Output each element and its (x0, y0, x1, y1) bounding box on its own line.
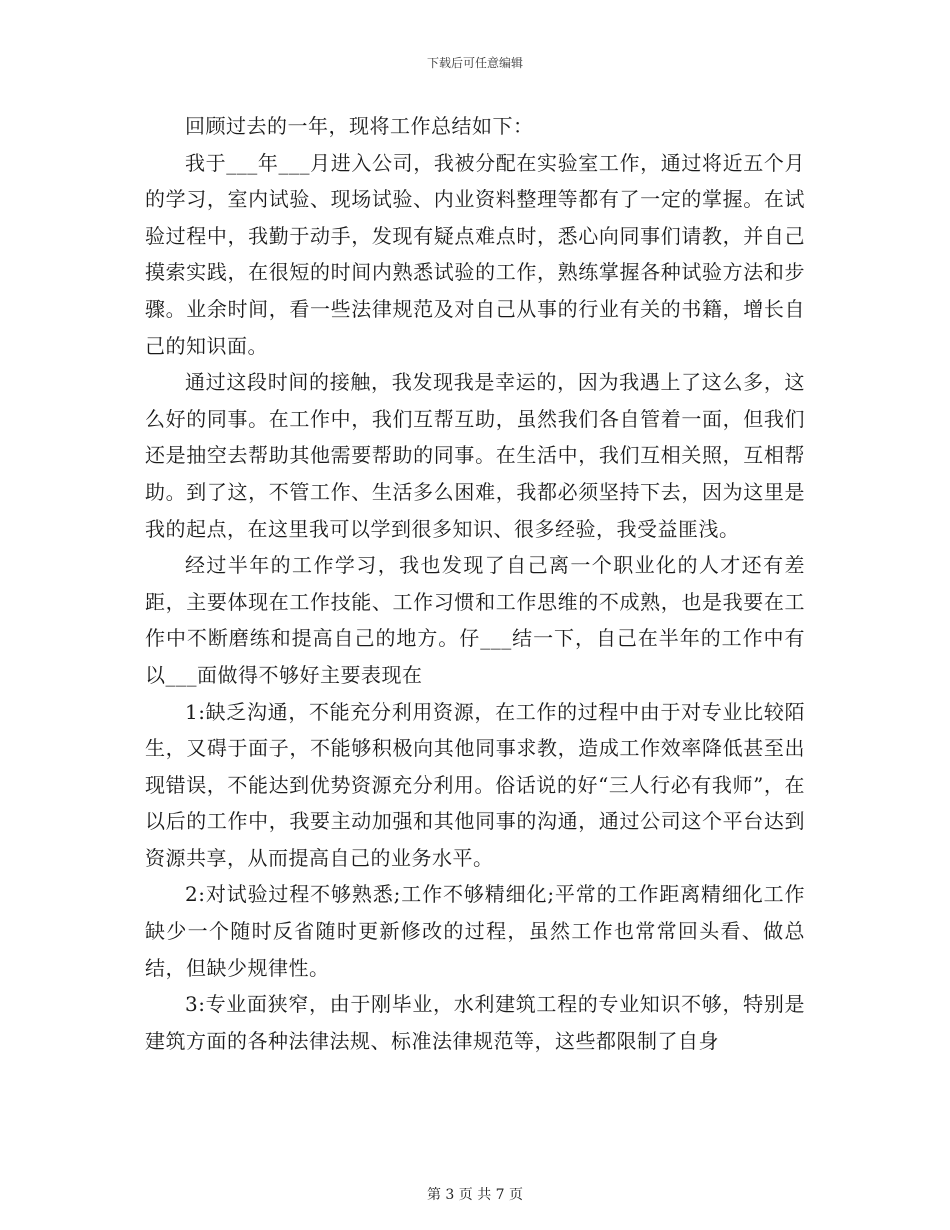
document-body (145, 108, 805, 1059)
paragraph-point-3: 3:专业面狭窄，由于刚毕业，水利建筑工程的专业知识不够，特别是建筑方面的各种法律法规、标准法律规范等，这些都限制了自身 (145, 992, 805, 1053)
page-header-note: 下载后可任意编辑 (426, 56, 523, 70)
paragraph-colleagues: 通过这段时间的接触，我发现我是幸运的，因为我遇上了这么多，这么好的同事。在工作中，我们互帮互助，虽然我们各自管着一面，但我们还是抽空去帮助其他需要帮助的同事。在生活中，我们互相关照，互相帮助。到了这，不管工作、生活多么困难，我都必须坚持下去，因为这里是我的起点，在这里我可以学到很多知识、很多经验，我受益匪浅。 (145, 370, 805, 541)
paragraph-intro: 回顾过去的一年，现将工作总结如下： (185, 114, 534, 138)
paragraph-gaps: 经过半年的工作学习，我也发现了自己离一个职业化的人才还有差距，主要体现在工作技能、工作习惯和工作思维的不成熟，也是我要在工作中不断磨练和提高自己的地方。仔___结一下，自己在半年的工作中有以___面做得不够好主要表现在 (145, 553, 805, 687)
page-number: 第 3 页 共 7 页 (426, 1187, 524, 1203)
paragraph-point-1: 1:缺乏沟通，不能充分利用资源，在工作的过程中由于对专业比较陌生，又碍于面子，不能够积极向其他同事求教，造成工作效率降低甚至出现错误，不能达到优势资源充分利用。俗话说的好“三人行必有我师”，在以后的工作中，我要主动加强和其他同事的沟通，通过公司这个平台达到资源共享，从而提高自己的业务水平。 (145, 699, 805, 870)
paragraph-point-2: 2:对试验过程不够熟悉;工作不够精细化;平常的工作距离精细化工作缺少一个随时反省随时更新修改的过程，虽然工作也常常回头看、做总结，但缺少规律性。 (145, 882, 805, 980)
paragraph-joining: 我于___年___月进入公司，我被分配在实验室工作，通过将近五个月的学习，室内试验、现场试验、内业资料整理等都有了一定的掌握。在试验过程中，我勤于动手，发现有疑点难点时，悉心向同事们请教，并自己摸索实践，在很短的时间内熟悉试验的工作，熟练掌握各种试验方法和步骤。业余时间，看一些法律规范及对自己从事的行业有关的书籍，增长自己的知识面。 (145, 150, 805, 358)
